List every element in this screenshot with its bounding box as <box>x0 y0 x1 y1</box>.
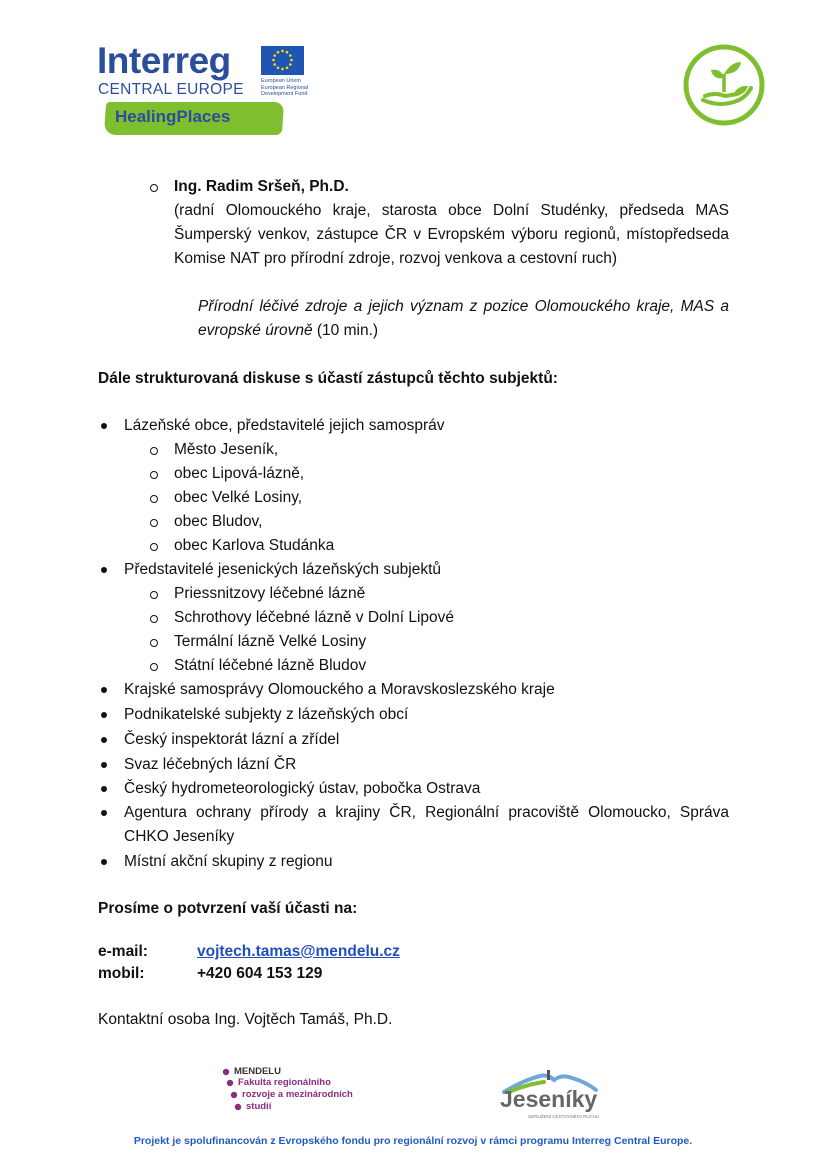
list-marker-circle <box>150 663 158 671</box>
list-subitem: obec Lipová-lázně, <box>174 465 305 482</box>
list-marker-circle <box>150 471 158 479</box>
list-bullet <box>101 712 107 718</box>
list-item: Krajské samosprávy Olomouckého a Moravskoslezského kraje <box>124 681 555 698</box>
plant-hand-icon <box>681 42 767 128</box>
list-bullet <box>101 810 107 816</box>
list-marker-circle <box>150 639 158 647</box>
interreg-logo <box>97 40 312 136</box>
list-bullet <box>101 423 107 429</box>
list-marker-circle <box>150 495 158 503</box>
list-item: Lázeňské obce, představitelé jejich samospráv <box>124 417 445 434</box>
central-europe-text: CENTRAL EUROPE <box>98 81 244 98</box>
mobile-label: mobil: <box>98 965 145 982</box>
email-label: e-mail: <box>98 943 148 960</box>
list-subitem: Město Jeseník, <box>174 441 279 458</box>
list-subitem: obec Bludov, <box>174 513 263 530</box>
discussion-heading: Dále strukturovaná diskuse s účastí zástupců těchto subjektů: <box>98 370 558 387</box>
jeseniky-wordmark: Jeseníky <box>500 1086 598 1112</box>
list-subitem: Termální lázně Velké Losiny <box>174 633 367 650</box>
speaker-name: Ing. Radim Sršeň, Ph.D. <box>174 178 349 195</box>
eu-caption <box>261 78 308 98</box>
list-subitem: Schrothovy léčebné lázně v Dolní Lipové <box>174 609 455 626</box>
email-link[interactable]: vojtech.tamas@mendelu.cz <box>197 943 400 960</box>
list-marker-circle <box>150 615 158 623</box>
list-item: Místní akční skupiny z regionu <box>124 853 333 870</box>
jeseniky-tagline: SDRUŽENÍ CESTOVNÍHO RUCHU <box>528 1114 600 1119</box>
healingplaces-text: HealingPlaces <box>115 107 231 126</box>
mendelu-logo <box>222 1066 382 1116</box>
contact-person: Kontaktní osoba Ing. Vojtěch Tamáš, Ph.D. <box>98 1011 393 1028</box>
list-subitem: obec Karlova Studánka <box>174 537 335 554</box>
list-bullet <box>101 762 107 768</box>
eu-caption-line: European Union <box>261 78 301 84</box>
list-item: Podnikatelské subjekty z lázeňských obcí <box>124 706 409 723</box>
mendelu-line: Fakulta regionálního <box>238 1077 331 1088</box>
jeseniky-logo <box>498 1068 608 1120</box>
list-bullet <box>101 737 107 743</box>
speaker-talk <box>198 295 729 343</box>
list-marker-circle <box>150 447 158 455</box>
speaker-description: (radní Olomouckého kraje, starosta obce Dolní Studénky, předseda MAS Šumperský venkov, zástupce ČR v Evropském výboru regionů, místopředseda Komise NAT pro přírodní zdroje, rozvoj venkova a cestovní ruch) <box>174 202 729 267</box>
list-bullet <box>101 567 107 573</box>
eu-caption-line: Development Fund <box>261 91 308 97</box>
funding-note: Projekt je spolufinancován z Evropského fondu pro regionální rozvoj v rámci programu Interreg Central Europe. <box>133 1135 693 1147</box>
list-marker-circle <box>150 591 158 599</box>
list-subitem: Státní léčebné lázně Bludov <box>174 657 367 674</box>
talk-title: Přírodní léčivé zdroje a jejich význam z pozice Olomouckého kraje, MAS a evropské úrovně <box>198 298 729 339</box>
list-bullet <box>101 786 107 792</box>
list-subitem: Priessnitzovy léčebné lázně <box>174 585 366 602</box>
interreg-wordmark: Interreg <box>97 40 231 81</box>
talk-duration: (10 min.) <box>312 322 379 339</box>
list-item: Český inspektorát lázní a zřídel <box>124 731 340 748</box>
mendelu-line: rozvoje a mezinárodních <box>242 1089 353 1100</box>
eu-flag-icon <box>261 46 304 75</box>
eu-caption-line: European Regional <box>261 84 309 91</box>
list-item: Představitelé jesenických lázeňských subjektů <box>124 561 442 578</box>
mendelu-line: studií <box>246 1101 272 1112</box>
list-item: Svaz léčebných lázní ČR <box>124 756 297 773</box>
list-marker-circle <box>150 519 158 527</box>
confirm-heading: Prosíme o potvrzení vaší účasti na: <box>98 900 358 917</box>
list-bullet <box>101 859 107 865</box>
mobile-value: +420 604 153 129 <box>197 965 323 982</box>
list-marker-circle <box>150 184 158 192</box>
mendelu-line: MENDELU <box>234 1066 281 1077</box>
list-item: Agentura ochrany přírody a krajiny ČR, Regionální pracoviště Olomoucko, Správa CHKO Jeseníky <box>124 804 729 845</box>
list-item: Český hydrometeorologický ústav, pobočka Ostrava <box>124 780 481 797</box>
list-subitem: obec Velké Losiny, <box>174 489 303 506</box>
list-bullet <box>101 687 107 693</box>
list-marker-circle <box>150 543 158 551</box>
